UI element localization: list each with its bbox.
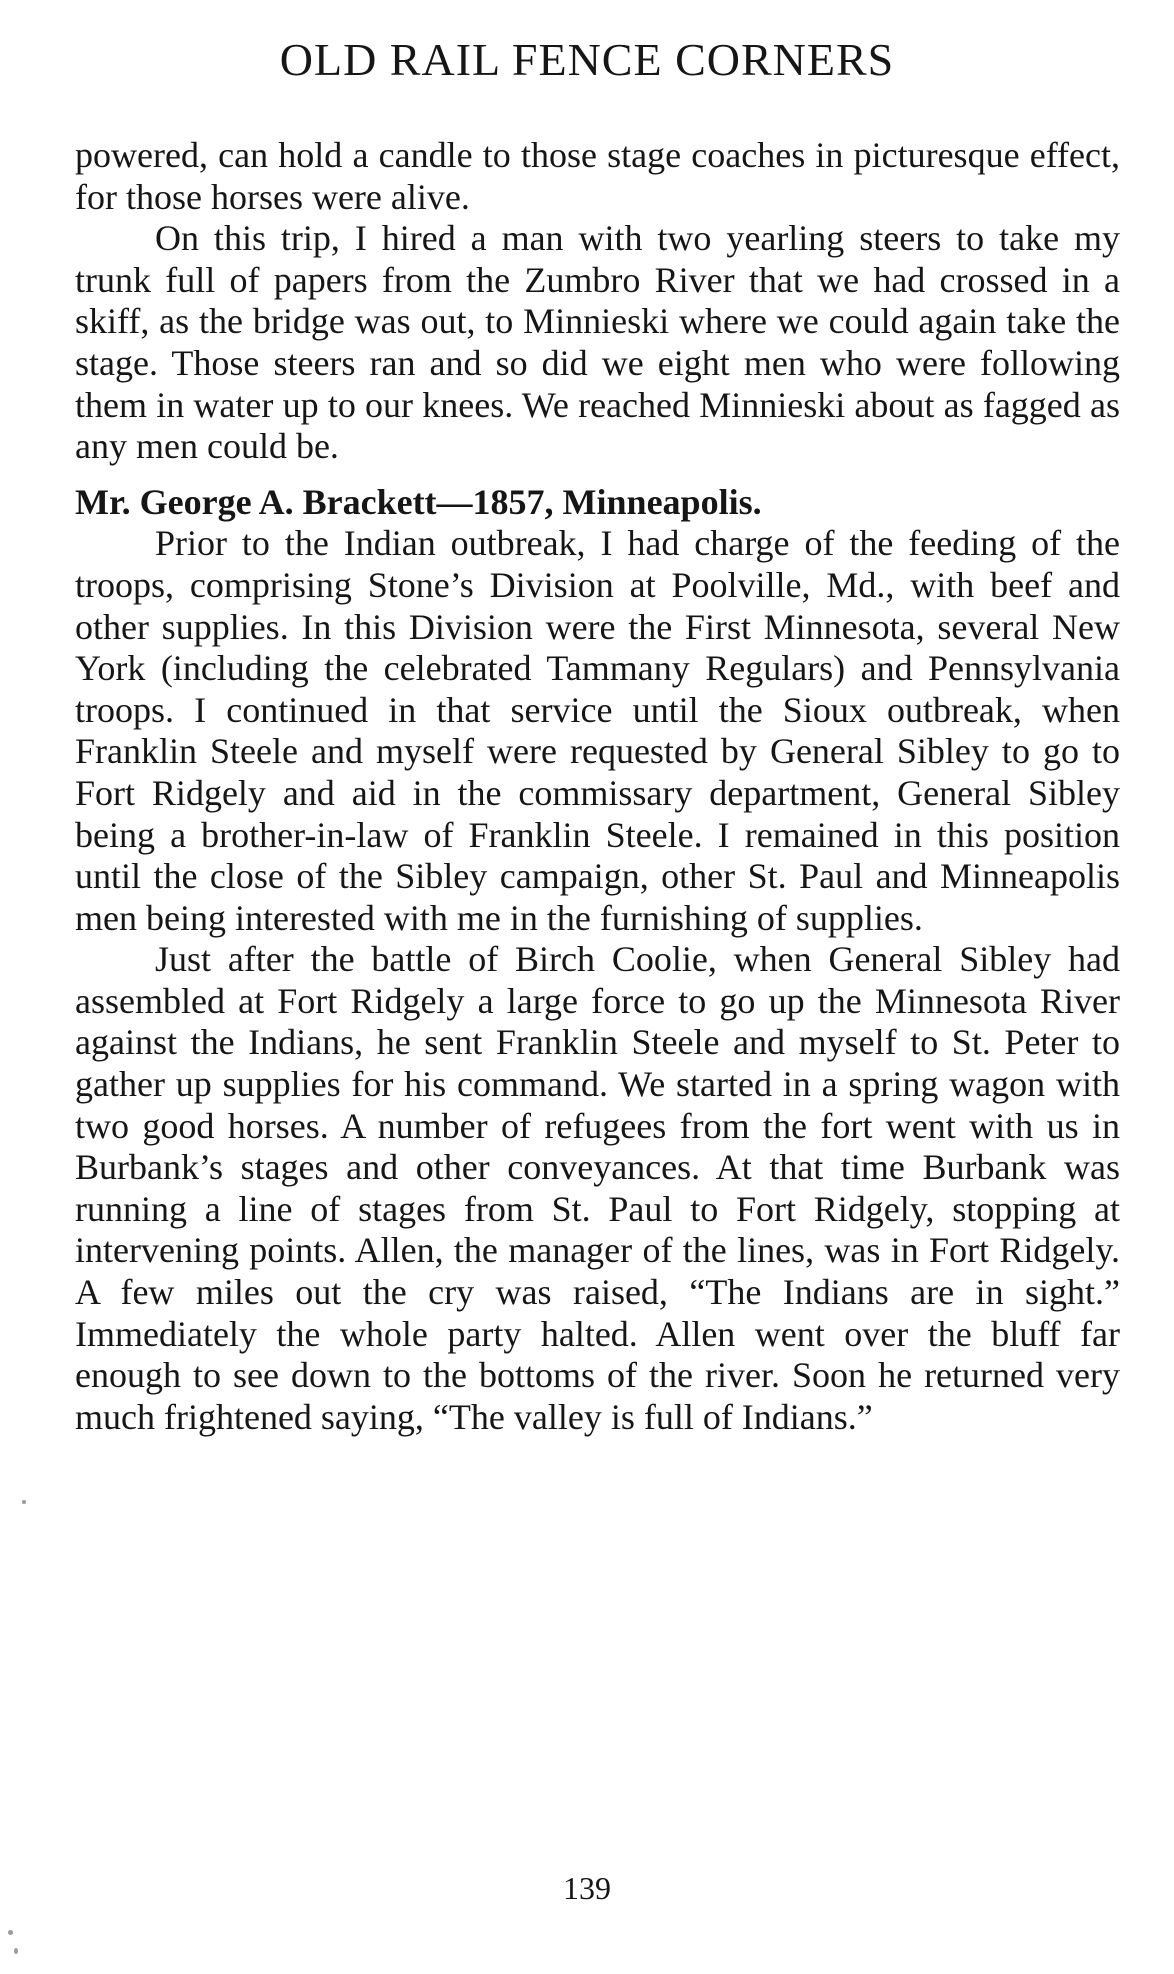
body-text (75, 135, 1120, 1438)
paragraph-stage-trip: On this trip, I hired a man with two yearling steers to take my trunk full of papers from the Zumbro River that we had crossed in a skiff, as the bridge was out, to Minnieski where we could again take the stage. Those steers ran and so did we eight men who were following them in water up to our knees. We reached Minnieski about as fagged as any men could be. (75, 218, 1120, 467)
print-speck (8, 1930, 13, 1935)
page-number: 139 (563, 1870, 611, 1906)
print-speck (22, 1500, 26, 1504)
print-speck (14, 1948, 18, 1954)
running-head: OLD RAIL FENCE CORNERS (279, 34, 895, 85)
paragraph-indian-outbreak: Prior to the Indian outbreak, I had charge of the feeding of the troops, comprising Stone’s Division at Poolville, Md., with beef and other supplies. In this Division were the First Minnesota, several New York (including the celebrated Tammany Regulars) and Pennsylvania troops. I continued in that service until the Sioux outbreak, when Franklin Steele and myself were requested by General Sibley to go to Fort Ridgely and aid in the commissary department, General Sibley being a brother-in-law of Franklin Steele. I remained in this position until the close of the Sibley campaign, other St. Paul and Minneapolis men being interested with me in the furnishing of supplies. (75, 523, 1120, 938)
entry-heading: Mr. George A. Brackett—1857, Minneapolis. (75, 481, 762, 522)
paragraph-continued: powered, can hold a candle to those stage coaches in picturesque effect, for those horses were alive. (75, 135, 1120, 217)
paragraph-birch-coolie: Just after the battle of Birch Coolie, when General Sibley had assembled at Fort Ridgely a large force to go up the Minnesota River against the Indians, he sent Franklin Steele and myself to St. Peter to gather up supplies for his command. We started in a spring wagon with two good horses. A number of refugees from the fort went with us in Burbank’s stages and other conveyances. At that time Burbank was running a line of stages from St. Paul to Fort Ridgely, stopping at intervening points. Allen, the manager of the lines, was in Fort Ridgely. A few miles out the cry was raised, “The Indians are in sight.” Immediately the whole party halted. Allen went over the bluff far enough to see down to the bottoms of the river. Soon he returned very much frightened saying, “The valley is full of Indians.” (75, 939, 1120, 1437)
